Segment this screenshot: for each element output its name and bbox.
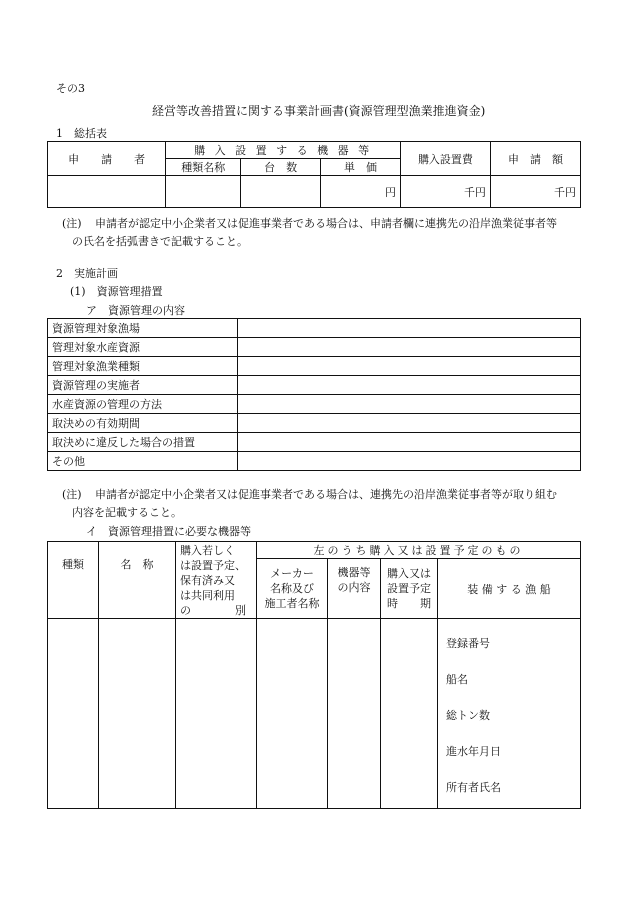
note1-line2: の氏名を括弧書きで記載すること。 — [72, 235, 248, 248]
section2-heading: 2 実施計画 — [56, 267, 118, 280]
col-vessel-header: 装 備 す る 漁 船 — [438, 559, 581, 619]
timing-cell[interactable] — [381, 619, 438, 809]
section2-sub1: (1) 資源管理措置 — [70, 285, 163, 298]
type-name-header: 種類名称 — [166, 159, 241, 176]
vessel-item: 所有者氏名 — [446, 781, 501, 794]
note2-line1: 申請者が認定中小企業者又は促進事業者である場合は、連携先の沿岸漁業従事者等が取り組む — [95, 488, 557, 501]
row-label: 取決めに違反した場合の措置 — [48, 433, 238, 452]
col-content-line: の内容 — [337, 581, 371, 594]
page-title: 経営等改善措置に関する事業計画書(資源管理型漁業推進資金) — [152, 104, 486, 118]
type-cell[interactable] — [48, 619, 99, 809]
equipment-table — [47, 541, 581, 809]
row-value[interactable] — [238, 452, 581, 471]
col-purchase-header — [176, 542, 257, 619]
summary-table — [47, 141, 581, 208]
note2-line2: 内容を記載すること。 — [72, 506, 182, 519]
row-value[interactable] — [238, 433, 581, 452]
row-label: 管理対象漁業種類 — [48, 357, 238, 376]
col-maker-header — [257, 559, 328, 619]
col-maker-line: メーカー — [270, 567, 314, 580]
purchase-cell[interactable] — [176, 619, 257, 809]
row-value[interactable] — [238, 357, 581, 376]
col-purchase-line: の 別 — [180, 603, 246, 617]
maker-cell[interactable] — [257, 619, 328, 809]
unit-price-cell[interactable]: 円 — [321, 176, 401, 208]
col-purchase-line: は共同利用 — [180, 588, 235, 602]
row-label: 管理対象水産資源 — [48, 338, 238, 357]
col-purchase-line: は設置予定、 — [180, 558, 246, 572]
cost-cell[interactable]: 千円 — [400, 176, 490, 208]
sectionB-heading: イ 資源管理措置に必要な機器等 — [86, 525, 251, 538]
vessel-item: 進水年月日 — [446, 745, 501, 758]
cost-header: 購入設置費 — [400, 142, 490, 176]
unit-price-header: 単 価 — [321, 159, 401, 176]
type-name-cell[interactable] — [166, 176, 241, 208]
col-timing-header — [381, 559, 438, 619]
col-name-header: 名 称 — [99, 542, 176, 619]
section2-subA: ア 資源管理の内容 — [86, 304, 185, 317]
row-value[interactable] — [238, 395, 581, 414]
col-type-header: 種類 — [48, 542, 99, 619]
col-purchase-line: 購入若しく — [180, 543, 235, 557]
group-header: 左のうち購入又は設置予定のもの — [257, 542, 581, 559]
row-label: 水産資源の管理の方法 — [48, 395, 238, 414]
col-timing-line: 購入又は — [387, 567, 431, 580]
row-label: 資源管理の実施者 — [48, 376, 238, 395]
vessel-cell[interactable] — [438, 619, 581, 809]
quantity-cell[interactable] — [241, 176, 321, 208]
vessel-item: 船名 — [446, 673, 468, 686]
section1-heading: 1 総括表 — [56, 127, 107, 140]
applicant-header: 申 請 者 — [48, 142, 166, 176]
col-timing-line: 設置予定 — [387, 582, 431, 595]
col-timing-line: 時 期 — [387, 597, 431, 610]
row-value[interactable] — [238, 338, 581, 357]
col-purchase-line: 保有済み又 — [180, 573, 235, 587]
col-content-line: 機器等 — [337, 566, 371, 579]
amount-cell[interactable]: 千円 — [490, 176, 580, 208]
note1-line1: 申請者が認定中小企業者又は促進事業者である場合は、申請者欄に連携先の沿岸漁業従事者等 — [95, 217, 557, 230]
row-label: 取決めの有効期間 — [48, 414, 238, 433]
equipment-header: 購 入 設 置 す る 機 器 等 — [166, 142, 401, 159]
amount-header: 申 請 額 — [490, 142, 580, 176]
note2-mark: (注) — [62, 488, 82, 501]
content-cell[interactable] — [328, 619, 381, 809]
col-maker-line: 名称及び — [270, 582, 314, 595]
page-label: その3 — [56, 82, 85, 95]
row-label: その他 — [48, 452, 238, 471]
vessel-item: 登録番号 — [446, 637, 490, 650]
applicant-cell[interactable] — [48, 176, 166, 208]
name-cell[interactable] — [99, 619, 176, 809]
row-label: 資源管理対象漁場 — [48, 319, 238, 338]
col-maker-line: 施工者名称 — [264, 597, 320, 610]
row-value[interactable] — [238, 414, 581, 433]
quantity-header: 台 数 — [241, 159, 321, 176]
row-value[interactable] — [238, 376, 581, 395]
col-content-header — [328, 559, 381, 619]
row-value[interactable] — [238, 319, 581, 338]
note1-mark: (注) — [62, 217, 82, 230]
vessel-item: 総トン数 — [446, 709, 490, 722]
resource-management-table — [47, 318, 581, 471]
